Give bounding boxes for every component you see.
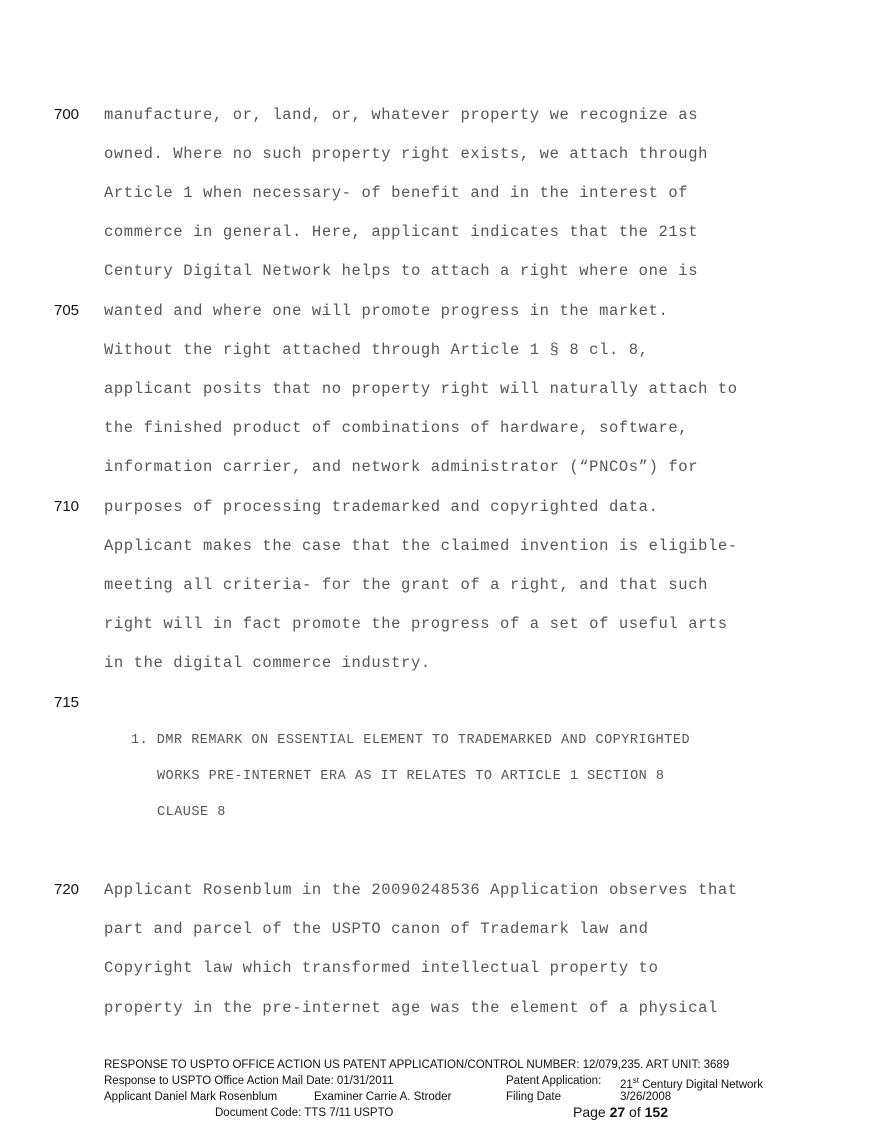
footer-filing-date: 3/26/2008 [620,1091,672,1103]
body-line: right will in fact promote the progress of a set of useful arts [104,615,728,633]
footer-document-code: Document Code: TTS 7/11 USPTO [215,1107,394,1119]
body-line: commerce in general. Here, applicant indicates that the 21st [104,223,699,241]
body-line: Copyright law which transformed intellectual property to [104,959,659,977]
footer-filing-date-label: Filing Date [506,1091,561,1103]
body-line: the finished product of combinations of hardware, software, [104,419,689,437]
footer-applicant: Applicant Daniel Mark Rosenblum [104,1091,278,1103]
body-line: property in the pre-internet age was the element of a physical [104,999,718,1017]
body-line: applicant posits that no property right will naturally attach to [104,380,738,398]
footer-examiner: Examiner Carrie A. Stroder [314,1091,452,1103]
section-heading-line: CLAUSE 8 [157,805,226,820]
body-line: Applicant makes the case that the claimed invention is eligible- [104,537,738,555]
footer-application-line: RESPONSE TO USPTO OFFICE ACTION US PATENT APPLICATION/CONTROL NUMBER: 12/079,235. ART UNIT: 3689 [104,1059,730,1071]
footer-mail-date: Response to USPTO Office Action Mail Date: 01/31/2011 [104,1075,394,1087]
line-number-705: 705 [54,302,80,319]
section-heading-line: WORKS PRE-INTERNET ERA AS IT RELATES TO ARTICLE 1 SECTION 8 [157,769,665,784]
body-line: Applicant Rosenblum in the 20090248536 Application observes that [104,881,738,899]
body-line: manufacture, or, land, or, whatever property we recognize as [104,106,699,124]
footer-patent-application-title: 21st Century Digital Network [620,1076,764,1091]
body-line: purposes of processing trademarked and copyrighted data. [104,498,659,516]
body-line: wanted and where one will promote progress in the market. [104,302,669,320]
body-line: Article 1 when necessary- of benefit and in the interest of [104,184,689,202]
body-line: information carrier, and network administrator (“PNCOs”) for [104,458,699,476]
footer-patent-application-label: Patent Application: [506,1075,602,1087]
page-number: Page 27 of 152 [573,1104,668,1120]
body-line: part and parcel of the USPTO canon of Trademark law and [104,920,649,938]
body-line: Without the right attached through Article 1 § 8 cl. 8, [104,341,649,359]
body-line: owned. Where no such property right exists, we attach through [104,145,708,163]
body-line: in the digital commerce industry. [104,654,431,672]
line-number-720: 720 [54,881,80,898]
section-heading-line: 1. DMR REMARK ON ESSENTIAL ELEMENT TO TRADEMARKED AND COPYRIGHTED [131,733,691,748]
line-number-710: 710 [54,498,80,515]
line-number-700: 700 [54,106,80,123]
body-line: Century Digital Network helps to attach a right where one is [104,262,699,280]
body-line: meeting all criteria- for the grant of a right, and that such [104,576,708,594]
line-number-715: 715 [54,694,80,711]
